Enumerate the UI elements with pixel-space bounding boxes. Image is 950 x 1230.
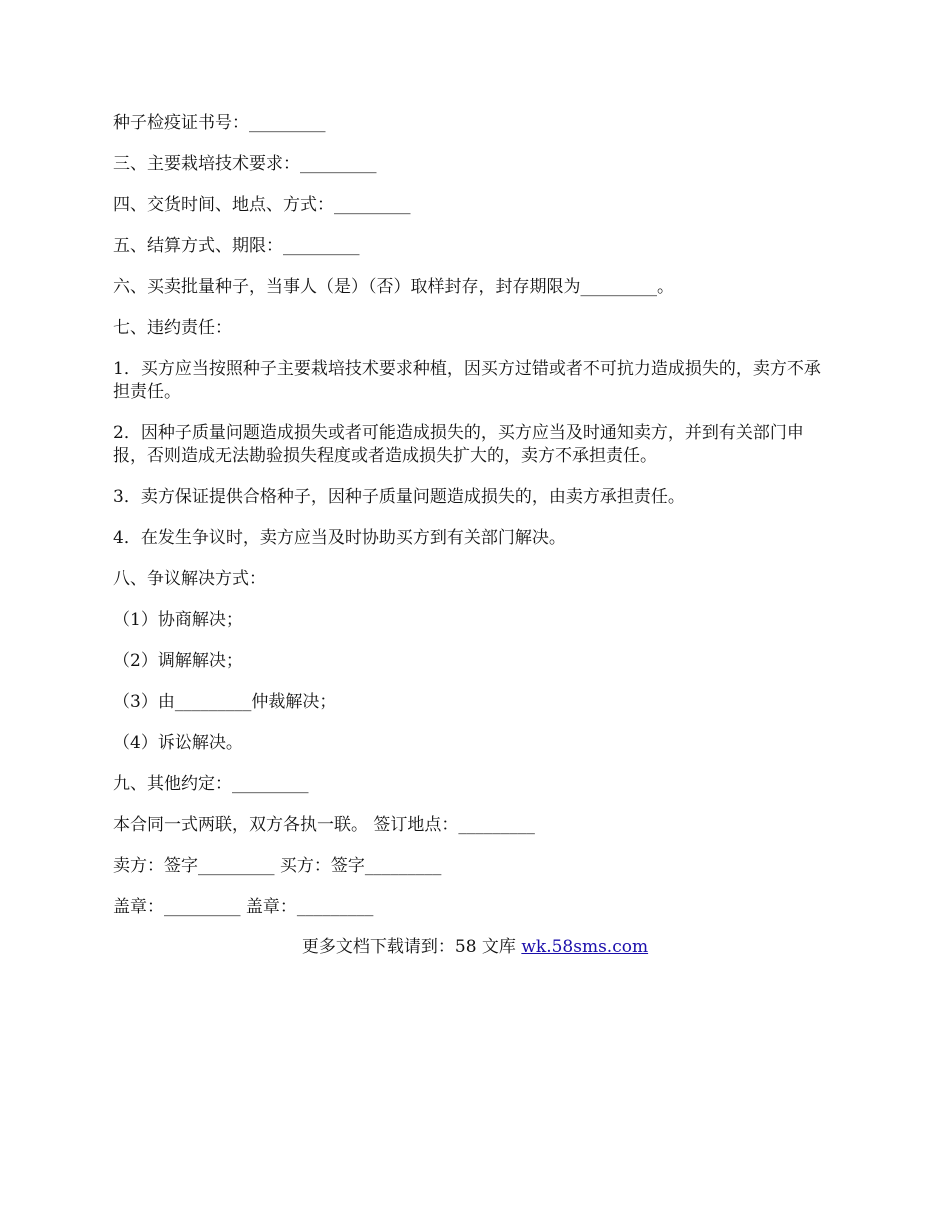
paragraph-signatures: 卖方：签字_________ 买方：签字_________ bbox=[113, 856, 442, 876]
footer-prefix: 更多文档下载请到：58 文库 bbox=[301, 937, 522, 957]
paragraph-liability-item-2: 2．因种子质量问题造成损失或者可能造成损失的，买方应当及时通知卖方，并到有关部门申报，否则造成无法勘验损失程度或者造成损失扩大的，卖方不承担责任。 bbox=[113, 423, 804, 466]
paragraph-liability-item-3: 3．卖方保证提供合格种子，因种子质量问题造成损失的，由卖方承担责任。 bbox=[113, 487, 685, 507]
footer-link[interactable]: wk.58sms.com bbox=[521, 937, 649, 957]
paragraph-breach-liability-heading: 七、违约责任： bbox=[113, 318, 232, 338]
paragraph-seed-quarantine-cert: 种子检疫证书号：_________ bbox=[113, 113, 326, 133]
download-footer bbox=[0, 936, 950, 959]
paragraph-liability-item-4: 4．在发生争议时，卖方应当及时协助买方到有关部门解决。 bbox=[113, 528, 566, 548]
paragraph-seals: 盖章：_________ 盖章：_________ bbox=[113, 897, 374, 917]
paragraph-cultivation-requirements: 三、主要栽培技术要求：_________ bbox=[113, 154, 377, 174]
contract-body bbox=[113, 112, 835, 937]
paragraph-dispute-option-3: （3）由_________仲裁解决； bbox=[113, 692, 337, 712]
paragraph-dispute-option-1: （1）协商解决； bbox=[113, 610, 243, 630]
paragraph-copies-and-signing-place: 本合同一式两联，双方各执一联。 签订地点：_________ bbox=[113, 815, 535, 835]
paragraph-liability-item-1: 1．买方应当按照种子主要栽培技术要求种植，因买方过错或者不可抗力造成损失的，卖方不承担责任。 bbox=[113, 359, 821, 402]
paragraph-settlement-terms: 五、结算方式、期限：_________ bbox=[113, 236, 360, 256]
paragraph-dispute-option-4: （4）诉讼解决。 bbox=[113, 733, 243, 753]
paragraph-delivery-terms: 四、交货时间、地点、方式：_________ bbox=[113, 195, 411, 215]
paragraph-dispute-option-2: （2）调解解决； bbox=[113, 651, 243, 671]
paragraph-other-agreements: 九、其他约定：_________ bbox=[113, 774, 309, 794]
paragraph-dispute-resolution-heading: 八、争议解决方式： bbox=[113, 569, 266, 589]
paragraph-sample-sealing: 六、买卖批量种子，当事人（是）（否）取样封存，封存期限为_________。 bbox=[113, 277, 674, 297]
